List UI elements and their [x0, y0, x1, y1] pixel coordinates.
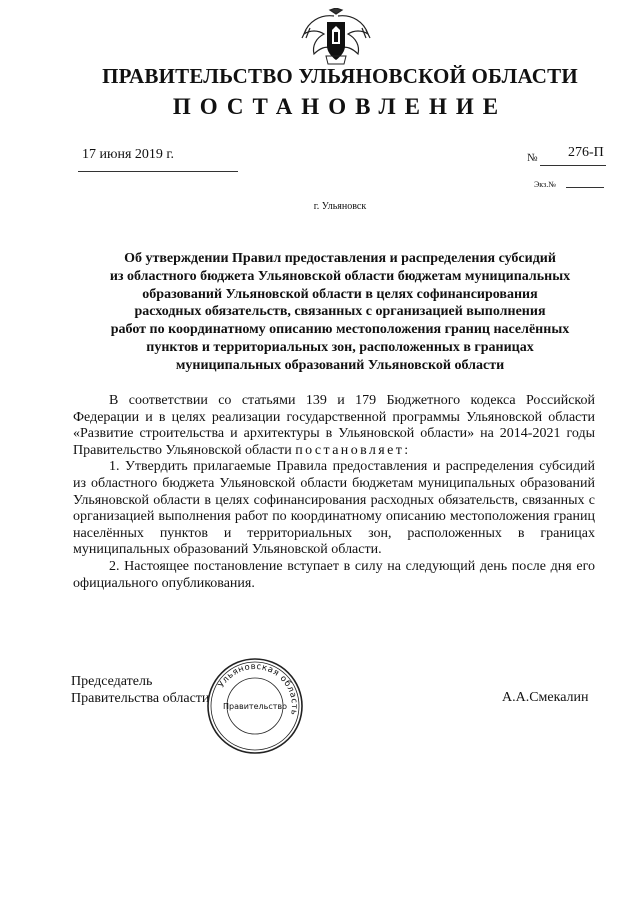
signatory-position: [71, 673, 209, 707]
copy-number-label: Экз.№: [534, 180, 556, 189]
intro-text: В соответствии со статьями 139 и 179 Бюджетного кодекса Российской Федерации и в целях реализации государственной программы Ульяновской области «Развитие строительства и архитектуры в Ульяновской области» на 2014-2021 годы Правительство Ульяновской области: [73, 393, 595, 458]
heading-line: расходных обязательств, связанных с организацией выполнения: [134, 304, 546, 320]
signatory-name: А.А.Смекалин: [502, 690, 589, 705]
document-date: 17 июня 2019 г.: [82, 147, 175, 162]
number-sign: №: [527, 152, 538, 164]
copy-number-underline: [566, 187, 604, 188]
official-seal-icon: [205, 656, 305, 756]
heading-line: пунктов и территориальных зон, расположенных в границах: [146, 339, 534, 355]
resolves-word: постановляет:: [295, 442, 411, 458]
document-body: [73, 393, 595, 592]
date-underline: [78, 171, 238, 172]
item-1-paragraph: 1. Утвердить прилагаемые Правила предоставления и распределения субсидий из областного бюджета Ульяновской области бюджетам муниципальных образований Ульяновской области в целях софинансирования расходных обязательств, связанных с организацией выполнения работ по координатному описанию местоположения границ населённых пунктов и территориальных зон, расположенных в границах муниципальных образований Ульяновской области.: [73, 459, 595, 558]
seal-ring-text: Ульяновская область: [216, 661, 300, 717]
seal-center-text: Правительство: [223, 702, 287, 711]
position-line-2: Правительства области: [71, 691, 210, 706]
heading-line: из областного бюджета Ульяновской области бюджетам муниципальных: [109, 268, 571, 284]
position-line-1: Председатель: [71, 674, 153, 689]
issue-city: г. Ульяновск: [313, 201, 367, 212]
government-name: ПРАВИТЕЛЬСТВО УЛЬЯНОВСКОЙ ОБЛАСТИ: [102, 64, 578, 88]
document-type: ПОСТАНОВЛЕНИЕ: [172, 94, 508, 119]
document-heading: [60, 250, 620, 375]
heading-line: образований Ульяновской области в целях софинансирования: [142, 286, 538, 302]
heading-line: Об утверждении Правил предоставления и распределения субсидий: [124, 251, 556, 266]
document-number: 276-П: [568, 145, 604, 160]
coat-of-arms-icon: [300, 8, 372, 68]
item-2-paragraph: 2. Настоящее постановление вступает в силу на следующий день после дня его официального опубликования.: [73, 558, 595, 591]
heading-line: муниципальных образований Ульяновской области: [175, 357, 505, 373]
number-underline: [540, 165, 606, 166]
heading-line: работ по координатному описанию местоположения границ населённых: [110, 322, 570, 338]
intro-paragraph: [73, 393, 595, 459]
